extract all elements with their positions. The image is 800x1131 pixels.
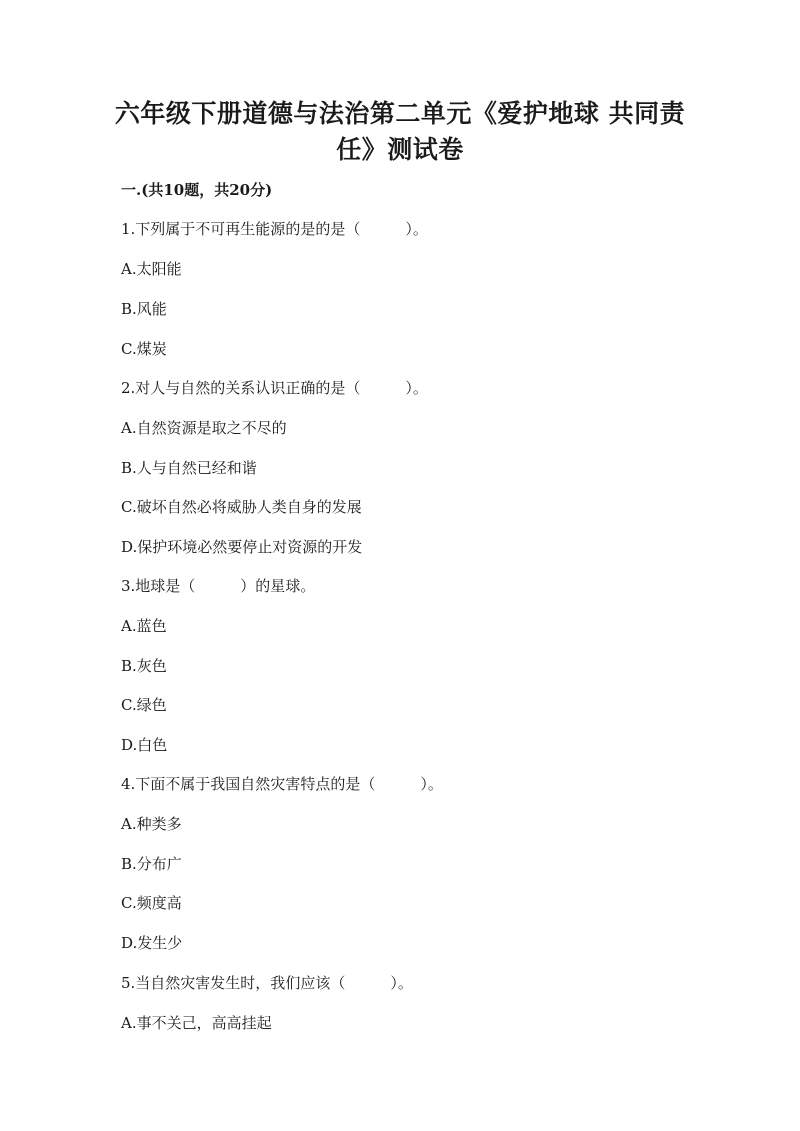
- question-3-option-d: D.白色: [121, 736, 168, 754]
- question-4-option-a: A.种类多: [121, 815, 182, 833]
- question-5-option-a: A.事不关己，高高挂起: [121, 1014, 272, 1032]
- question-1-stem: 1.下列属于不可再生能源的是的是（ ）。: [121, 220, 428, 238]
- question-3-option-b: B.灰色: [121, 657, 167, 675]
- question-2-option-c: C.破坏自然必将威胁人类自身的发展: [121, 498, 362, 516]
- document-title-line-1: 六年级下册道德与法治第二单元《爱护地球 共同责: [114, 99, 686, 128]
- question-2-stem: 2.对人与自然的关系认识正确的是（ ）。: [121, 379, 428, 397]
- question-4-stem: 4.下面不属于我国自然灾害特点的是（ ）。: [121, 775, 443, 793]
- section-heading: 一.(共10题，共20分): [121, 181, 273, 199]
- question-3-option-a: A.蓝色: [121, 617, 167, 635]
- question-1-option-b: B.风能: [121, 300, 167, 318]
- question-3-stem: 3.地球是（ ）的星球。: [121, 577, 316, 595]
- question-2-option-b: B.人与自然已经和谐: [121, 459, 257, 477]
- question-4-option-d: D.发生少: [121, 934, 183, 952]
- question-4-option-b: B.分布广: [121, 855, 182, 873]
- document-title-line-2: 任》测试卷: [336, 135, 464, 164]
- question-1-option-c: C.煤炭: [121, 340, 167, 358]
- question-3-option-c: C.绿色: [121, 696, 167, 714]
- question-2-option-d: D.保护环境必然要停止对资源的开发: [121, 538, 363, 556]
- question-4-option-c: C.频度高: [121, 894, 182, 912]
- question-1-option-a: A.太阳能: [121, 260, 182, 278]
- question-5-stem: 5.当自然灾害发生时，我们应该（ ）。: [121, 974, 413, 992]
- question-2-option-a: A.自然资源是取之不尽的: [121, 419, 287, 437]
